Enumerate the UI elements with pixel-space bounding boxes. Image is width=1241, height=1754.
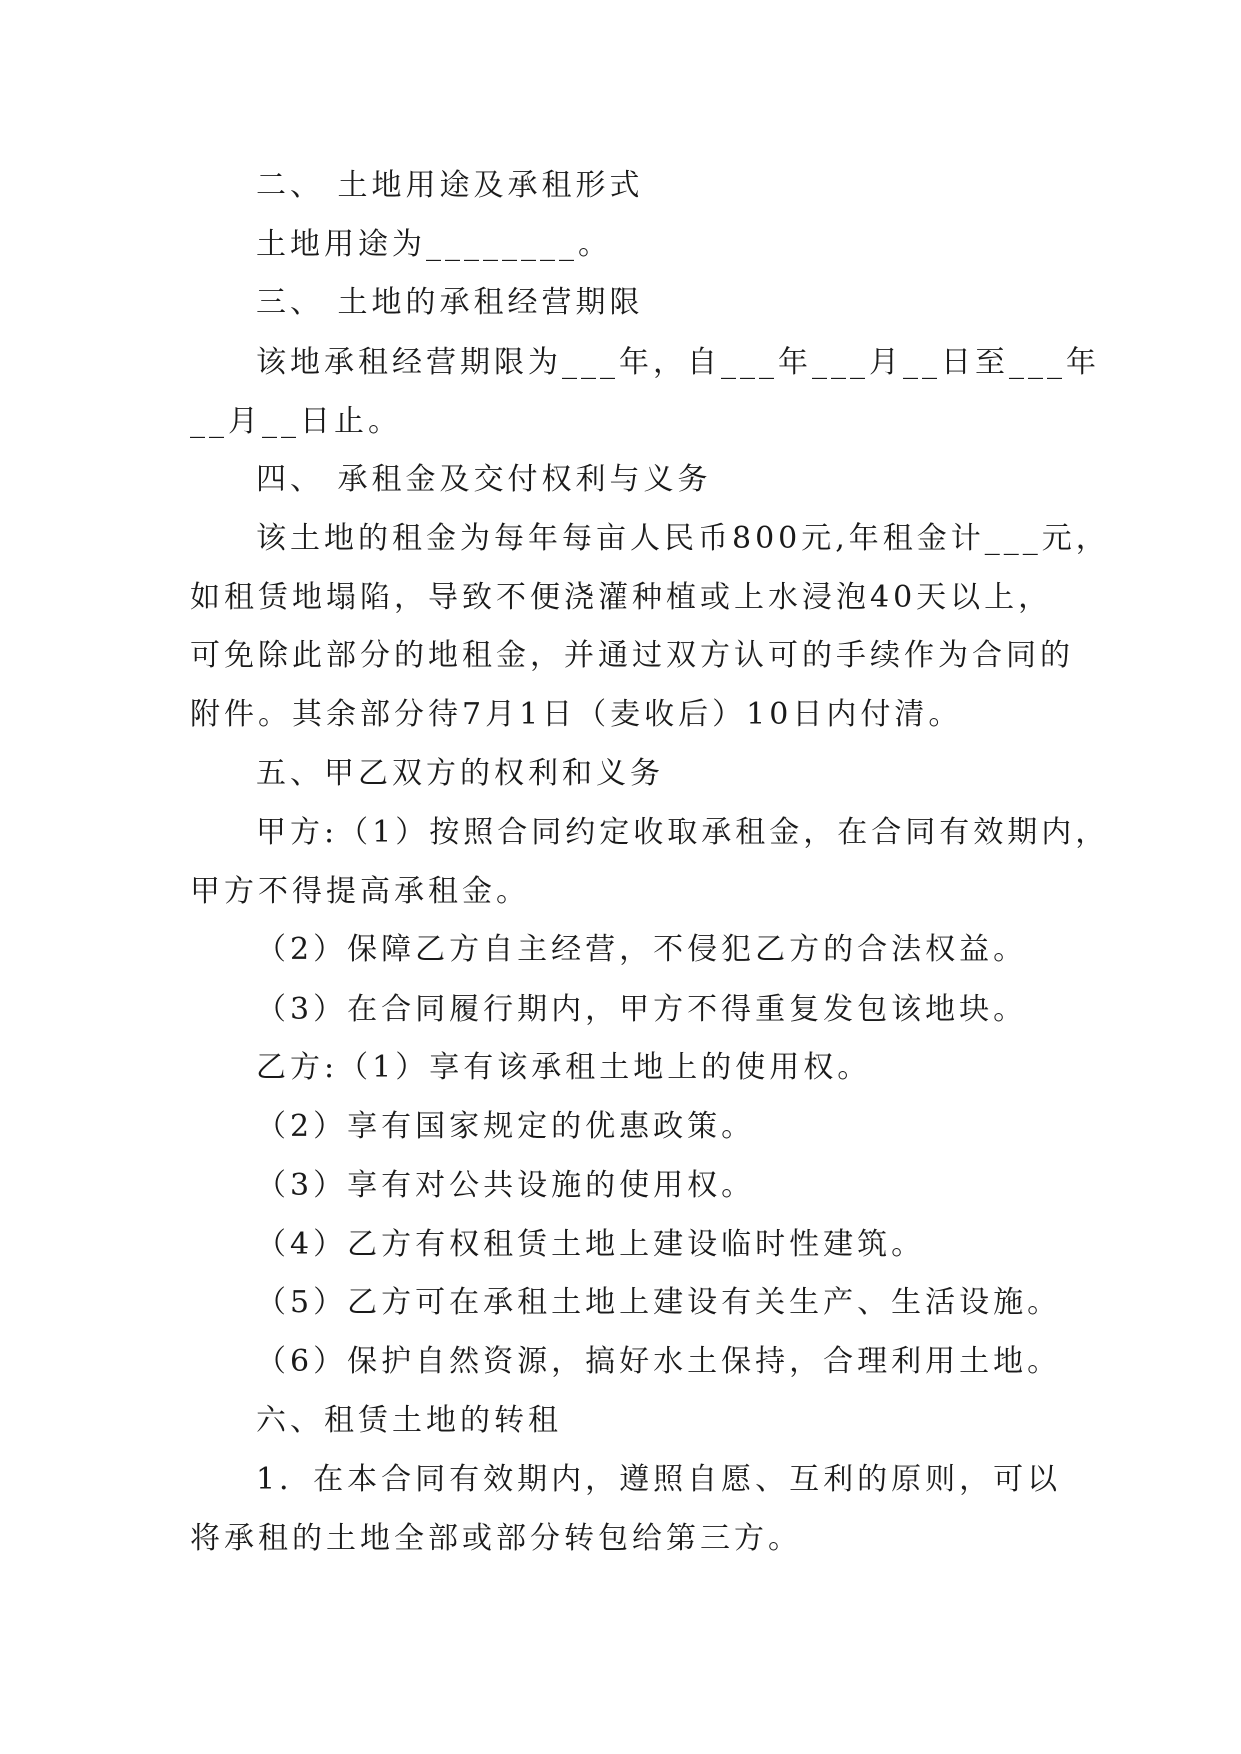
text-line: 1．在本合同有效期内，遵照自愿、互利的原则，可以 bbox=[256, 1462, 1062, 1497]
text-line: 土地用途为________。 bbox=[256, 227, 612, 262]
list-item: （5）乙方可在承租土地上建设有关生产、生活设施。 bbox=[256, 1285, 1062, 1320]
list-item: （4）乙方有权租赁土地上建设临时性建筑。 bbox=[256, 1227, 926, 1262]
section-heading-4: 四、 承租金及交付权利与义务 bbox=[256, 462, 712, 497]
text-line: __月__日止。 bbox=[190, 404, 402, 439]
list-item: （2）享有国家规定的优惠政策。 bbox=[256, 1109, 756, 1144]
text-line: 将承租的土地全部或部分转包给第三方。 bbox=[190, 1521, 802, 1556]
list-item: 乙方:（1）享有该承租土地上的使用权。 bbox=[256, 1050, 872, 1085]
list-item: （3）在合同履行期内，甲方不得重复发包该地块。 bbox=[256, 992, 1028, 1027]
text-line: 甲方:（1）按照合同约定收取承租金，在合同有效期内， bbox=[256, 815, 1110, 850]
section-heading-5: 五、甲乙双方的权利和义务 bbox=[256, 756, 664, 791]
text-line: 该地承租经营期限为___年，自___年___月__日至___年 bbox=[256, 345, 1100, 380]
list-item: （2）保障乙方自主经营，不侵犯乙方的合法权益。 bbox=[256, 932, 1028, 967]
section-heading-3: 三、 土地的承租经营期限 bbox=[256, 285, 644, 320]
text-line: 附件。其余部分待7月1日（麦收后）10日内付清。 bbox=[190, 697, 963, 732]
section-heading-6: 六、租赁土地的转租 bbox=[256, 1403, 562, 1438]
text-line: 可免除此部分的地租金，并通过双方认可的手续作为合同的 bbox=[190, 638, 1074, 673]
list-item: （3）享有对公共设施的使用权。 bbox=[256, 1168, 756, 1203]
text-line: 该土地的租金为每年每亩人民币800元,年租金计___元， bbox=[256, 521, 1110, 556]
list-item: （6）保护自然资源，搞好水土保持，合理利用土地。 bbox=[256, 1344, 1062, 1379]
section-heading-2: 二、 土地用途及承租形式 bbox=[256, 168, 644, 203]
text-line: 甲方不得提高承租金。 bbox=[190, 874, 530, 909]
text-line: 如租赁地塌陷，导致不便浇灌种植或上水浸泡40天以上， bbox=[190, 580, 1053, 615]
